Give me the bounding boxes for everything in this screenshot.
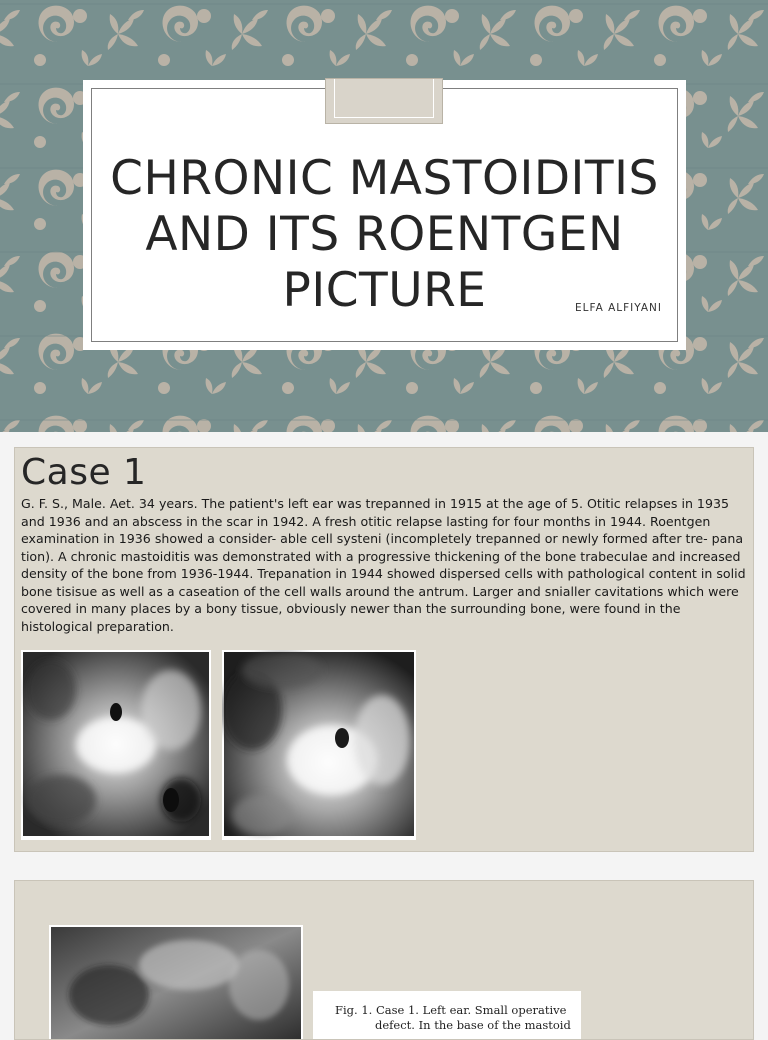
figure-caption [313, 991, 581, 1040]
title-card [83, 80, 686, 350]
xray-image-right [222, 650, 416, 840]
figure-caption-line-1: Fig. 1. Case 1. Left ear. Small operative [335, 1003, 567, 1017]
title-card-tab [325, 78, 443, 124]
case-heading: Case 1 [21, 452, 147, 493]
figure-caption-line-2: defect. In the base of the mastoid [375, 1018, 571, 1032]
xray-image-left [21, 650, 211, 840]
presentation-title: CHRONIC MASTOIDITIS AND ITS ROENTGEN PICTURE [110, 151, 659, 319]
case-1-slide [14, 447, 754, 852]
figure-slide [14, 880, 754, 1040]
xray-image-figure-1 [49, 925, 303, 1040]
case-description: G. F. S., Male. Aet. 34 years. The patient's left ear was trepanned in 1915 at the age of 5. Otitic relapses in 1935 and 1936 and an abscess in the scar in 1942. A fresh otitic relapse lasting for four months in 1944. Roentgen examination in 1936 showed a consider- able cell systeni (incompletely trepanned or newly formed after tre- pana tion). A chronic mastoiditis was demonstrated with a progressive thickening of the bone trabeculae and increased density of the bone from 1936-1944. Trepanation in 1944 showed dispersed cells with pathological content in solid bone tisisue as well as a caseation of the cell walls around the antrum. Larger and snialler cavitations which were covered in many places by a bony tissue, obviously newer than the surrounding bone, were found in the histological preparation. [21, 496, 746, 634]
title-slide [0, 0, 768, 432]
author-name: ELFA ALFIYANI [575, 302, 662, 314]
